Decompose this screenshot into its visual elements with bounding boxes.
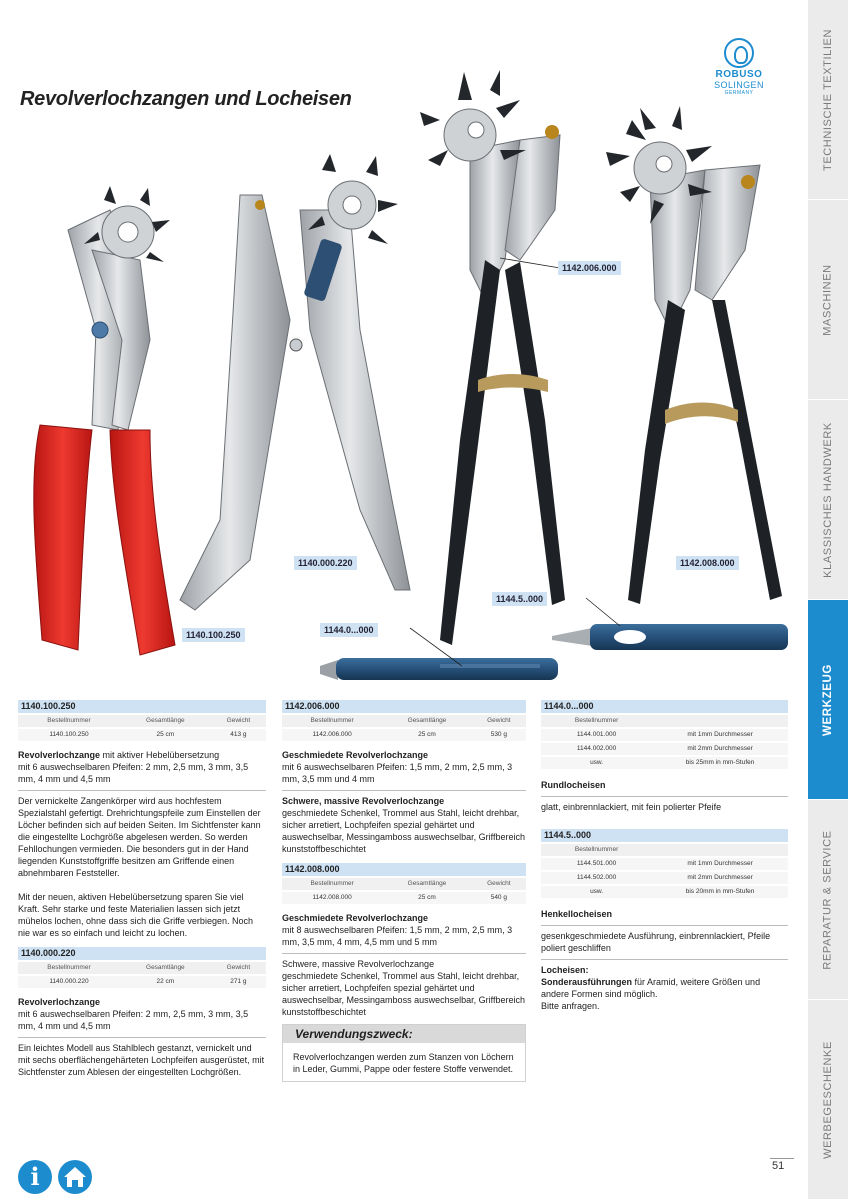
spec-table: [541, 844, 788, 900]
spec-table: [282, 715, 526, 743]
special-note: [541, 976, 788, 1000]
table-cell: 1142.006.000: [282, 728, 382, 742]
table-cell: mit 2mm Durchmesser: [652, 871, 788, 885]
plier-1142-008-000: [606, 106, 782, 604]
table-cell: 540 g: [472, 891, 526, 905]
divider: [282, 790, 526, 791]
product-header: 1140.000.220: [18, 947, 266, 960]
spec-table: [18, 962, 266, 990]
table-row: [282, 891, 526, 905]
table-cell: mit 1mm Durchmesser: [652, 857, 788, 871]
divider: [18, 790, 266, 791]
product-specs: mit 6 auswechselbaren Pfeifen: 1,5 mm, 2 mm, 2,5 mm, 3 mm, 3,5 mm und 4 mm: [282, 762, 513, 784]
table-header: Gesamtlänge: [382, 715, 471, 728]
product-name: Rundlocheisen: [541, 780, 606, 790]
table-row: [541, 742, 788, 756]
product-description: Mit der neuen, aktiven Hebelübersetzung sparen Sie viel Kraft. Sehr starke und feste Materialien lassen sich jetzt mühelos lochen, ohne dass sich die Griffe verbiegen. Noch nie war es so einfach und leicht zu lochen.: [18, 892, 253, 938]
product-title: [18, 749, 266, 761]
table-header: Bestellnummer: [541, 715, 652, 728]
special-note-request: Bitte anfragen.: [541, 1001, 600, 1011]
table-header: Bestellnummer: [282, 878, 382, 891]
plier-1142-006-000: [420, 70, 565, 645]
table-cell: 530 g: [472, 728, 526, 742]
sidebar-item-klassisches-handwerk[interactable]: [808, 400, 848, 600]
product-name-rest: mit aktiver Hebelübersetzung: [100, 750, 220, 760]
sidebar-item-maschinen[interactable]: [808, 200, 848, 400]
table-cell: 271 g: [211, 975, 266, 989]
table-cell: 1144.002.000: [541, 742, 652, 756]
plier-1140-100-250: [34, 186, 175, 655]
product-subname: Schwere, massive Revolverlochzange: [282, 796, 445, 806]
sidebar-item-label: REPARATUR & SERVICE: [822, 829, 834, 970]
table-row: [18, 975, 266, 989]
table-cell: 22 cm: [120, 975, 211, 989]
callout-1140-100-250: 1140.100.250: [182, 628, 245, 642]
divider: [18, 1037, 266, 1038]
product-name: Geschmiedete Revolverlochzange: [282, 913, 429, 923]
usage-box: [282, 1024, 526, 1082]
table-row: [18, 728, 266, 742]
table-header: Bestellnummer: [18, 715, 120, 728]
product-specs: mit 8 auswechselbaren Pfeifen: 1,5 mm, 2 mm, 2,5 mm, 3 mm, 3,5 mm, 4 mm, 4,5 mm und 5 mm: [282, 925, 513, 947]
table-header: Bestellnummer: [18, 962, 120, 975]
table-cell: 1144.502.000: [541, 871, 652, 885]
table-cell: 1140.000.220: [18, 975, 120, 989]
table-cell: 25 cm: [382, 891, 471, 905]
product-subname: Schwere, massive Revolverlochzange: [282, 959, 435, 969]
table-header: Gesamtlänge: [120, 962, 211, 975]
product-header: 1142.006.000: [282, 700, 526, 713]
table-cell: 25 cm: [120, 728, 211, 742]
home-icon[interactable]: [58, 1160, 92, 1194]
page-number: 51: [772, 1160, 785, 1172]
product-description: glatt, einbrennlackiert, mit fein polierter Pfeife: [541, 802, 722, 812]
table-row: [541, 857, 788, 871]
table-row: [282, 728, 526, 742]
table-cell: mit 2mm Durchmesser: [652, 742, 788, 756]
table-cell: 1144.001.000: [541, 728, 652, 742]
table-row: [541, 871, 788, 885]
table-cell: bis 25mm in mm-Stufen: [652, 756, 788, 770]
usage-title: Verwendungszweck:: [283, 1025, 525, 1043]
table-cell: 1142.008.000: [282, 891, 382, 905]
table-header: Gewicht: [211, 715, 266, 728]
section-sidebar: [808, 0, 848, 1200]
logo-line3: GERMANY: [724, 90, 754, 96]
product-description: geschmiedete Schenkel, Trommel aus Stahl, leicht drehbar, sicher arretiert, Lochpfeifen spezial gehärtet und auswechselbar, Messingamboss auswechselbar, Griffbereich kunststoffbeschichtet: [282, 971, 525, 1017]
product-header: 1144.0...000: [541, 700, 788, 713]
sidebar-item-label: TECHNISCHE TEXTILIEN: [822, 28, 834, 171]
product-header: 1140.100.250: [18, 700, 266, 713]
product-name: Revolverlochzange: [18, 750, 101, 760]
spec-table: [18, 715, 266, 743]
table-header: Gewicht: [211, 962, 266, 975]
page-title: Revolverlochzangen und Locheisen: [20, 88, 352, 110]
logo-line2: SOLINGEN: [714, 80, 764, 90]
product-name: Revolverlochzange: [18, 997, 101, 1007]
sidebar-item-werkzeug[interactable]: [808, 600, 848, 800]
divider: [282, 953, 526, 954]
table-header: Bestellnummer: [282, 715, 382, 728]
callout-1142-008-000: 1142.008.000: [676, 556, 739, 570]
logo-line1: ROBUSO: [715, 69, 763, 80]
table-cell: 1144.501.000: [541, 857, 652, 871]
table-cell: mit 1mm Durchmesser: [652, 728, 788, 742]
product-illustration: [0, 60, 806, 700]
table-cell: 1140.100.250: [18, 728, 120, 742]
table-header: Gewicht: [472, 715, 526, 728]
table-header: Gesamtlänge: [120, 715, 211, 728]
table-cell: 25 cm: [382, 728, 471, 742]
sidebar-item-reparatur-service[interactable]: [808, 800, 848, 1000]
callout-1144-5-000: 1144.5..000: [492, 592, 547, 606]
product-description: gesenkgeschmiedete Ausführung, einbrennlackiert, Pfeile poliert geschliffen: [541, 931, 771, 953]
sidebar-item-label: WERKZEUG: [822, 663, 835, 736]
table-header: [652, 715, 788, 728]
sidebar-item-werbegeschenke[interactable]: [808, 1000, 848, 1200]
column-1: [18, 700, 266, 1078]
info-icon[interactable]: i: [18, 1160, 52, 1194]
table-row: [541, 728, 788, 742]
divider: [541, 959, 788, 960]
plier-1140-000-220: [180, 154, 410, 610]
table-cell: usw.: [541, 756, 652, 770]
page-number-rule: [770, 1158, 794, 1159]
table-header: [652, 844, 788, 857]
product-specs: mit 6 auswechselbaren Pfeifen: 2 mm, 2,5 mm, 3 mm, 3,5 mm, 4 mm und 4,5 mm: [18, 762, 249, 784]
product-header: 1144.5..000: [541, 829, 788, 842]
table-cell: bis 20mm in mm-Stufen: [652, 885, 788, 899]
product-name: Henkellocheisen: [541, 909, 613, 919]
divider: [541, 796, 788, 797]
spec-table: [282, 878, 526, 906]
divider: [541, 925, 788, 926]
product-name: Geschmiedete Revolverlochzange: [282, 750, 429, 760]
sidebar-item-label: MASCHINEN: [822, 263, 834, 336]
table-cell: 413 g: [211, 728, 266, 742]
product-description: Der vernickelte Zangenkörper wird aus hochfestem Spezialstahl gefertigt. Drehrichtungspfeile zum Einstellen der Löcher befinden sich auf beiden Seiten. Im Sichtfenster kann die eingestellte Lochgröße abgelesen werden. So werden Fehllochungen vermieden. Die besonders gut in der Hand liegenden Kunststoffgriffe besitzen am Griffende einen abnehmbaren Feststeller.: [18, 796, 261, 878]
callout-1144-0-000: 1144.0...000: [320, 623, 378, 637]
callout-1142-006-000: 1142.006.000: [558, 261, 621, 275]
product-header: 1142.008.000: [282, 863, 526, 876]
table-header: Bestellnummer: [541, 844, 652, 857]
column-3: [541, 700, 788, 1012]
callout-1140-000-220: 1140.000.220: [294, 556, 357, 570]
table-header: Gewicht: [472, 878, 526, 891]
table-header: Gesamtlänge: [382, 878, 471, 891]
special-note-bold: Sonderausführungen: [541, 977, 633, 987]
sidebar-item-technische-textilien[interactable]: [808, 0, 848, 200]
sidebar-item-label: WERBEGESCHENKE: [822, 1040, 834, 1159]
handle-hole-punch: [552, 624, 788, 650]
round-hole-punch: [320, 658, 558, 680]
home-glyph: [58, 1160, 92, 1194]
product-specs: mit 6 auswechselbaren Pfeifen: 2 mm, 2,5 mm, 3 mm, 3,5 mm, 4 mm und 4,5 mm: [18, 1009, 249, 1031]
product-description: Ein leichtes Modell aus Stahlblech gestanzt, vernickelt und mit sechs oberflächengehärteten Lochpfeifen ausgerüstet, mit Sichtfenster zum Ablesen der eingestellten Lochgrößen.: [18, 1043, 265, 1077]
product-description: geschmiedete Schenkel, Trommel aus Stahl, leicht drehbar, sicher arretiert, Lochpfeifen spezial gehärtet und auswechselbar, Messingamboss auswechselbar, Griffbereich kunststoffbeschichtet: [282, 808, 525, 854]
table-row: [541, 885, 788, 899]
column-2: [282, 700, 526, 1082]
table-cell: usw.: [541, 885, 652, 899]
table-row: [541, 756, 788, 770]
usage-text: Revolverlochzangen werden zum Stanzen von Löchern in Leder, Gummi, Pappe oder festere Stoffe verwendet.: [293, 1052, 514, 1074]
spec-table: [541, 715, 788, 771]
product-name: Locheisen:: [541, 965, 589, 975]
special-note-rest: für Aramid, weitere Größen und andere Formen sind möglich.: [541, 977, 761, 999]
sidebar-item-label: KLASSISCHES HANDWERK: [822, 421, 834, 578]
